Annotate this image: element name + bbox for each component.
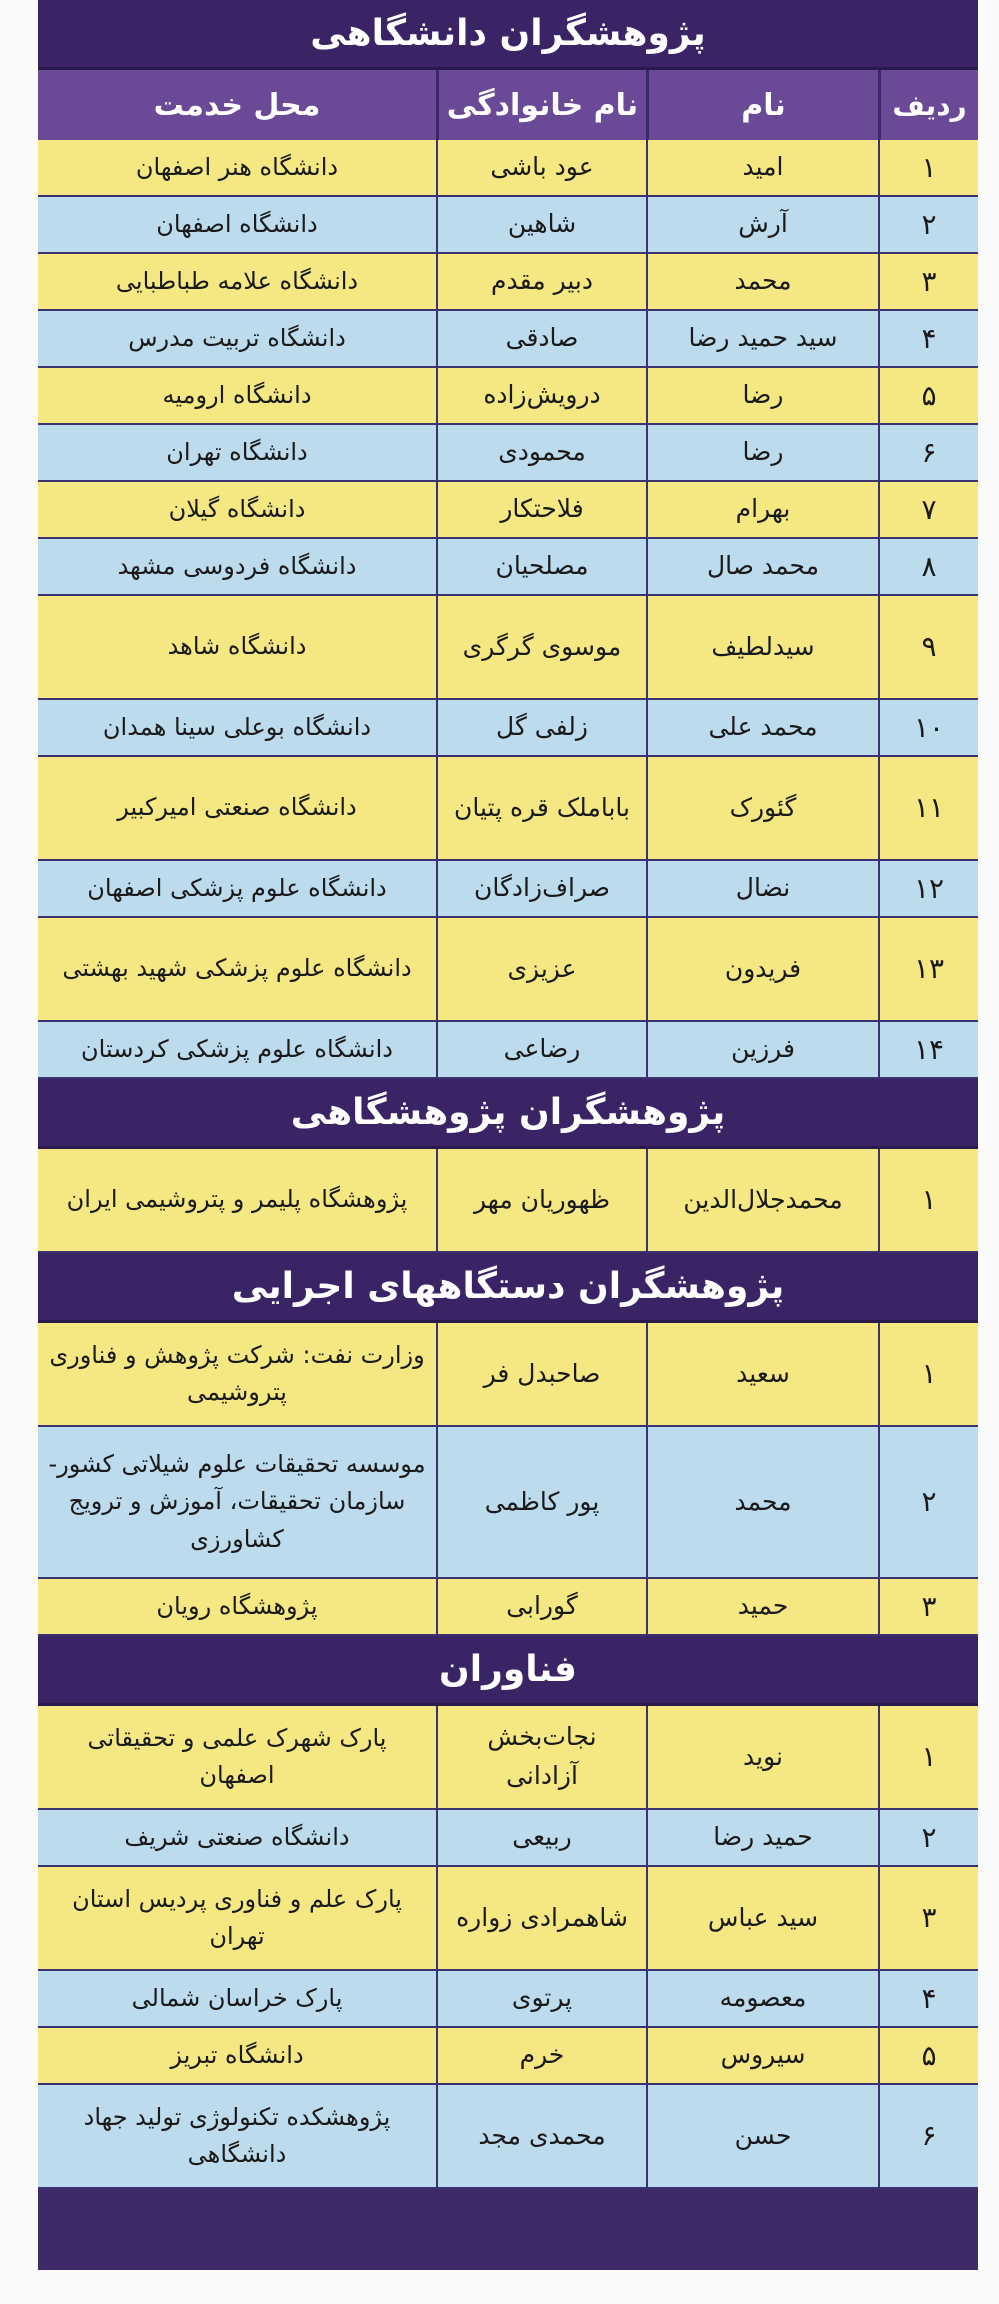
cell-name: بهرام [646,482,878,537]
section-title: پژوهشگران دستگاههای اجرایی [38,1253,978,1323]
section-title: فناوران [38,1636,978,1706]
cell-place: پارک شهرک علمی و تحقیقاتی اصفهان [87,1723,387,1789]
cell-idx: ۲ [878,1810,978,1865]
cell-name: نضال [646,861,878,916]
cell-idx: ۴ [878,311,978,366]
cell-family: رضاعی [436,1022,646,1077]
cell-family: ظهوریان مهر [436,1149,646,1251]
cell-place: دانشگاه صنعتی شریف [124,1822,350,1851]
cell-family: عزیزی [436,918,646,1020]
cell-place: دانشگاه شاهد [167,632,307,661]
cell-name: محمد علی [646,700,878,755]
cell-place: دانشگاه هنر اصفهان [135,152,339,181]
cell-place: وزارت نفت: شرکت پژوهش و فناوری پتروشیمی [49,1340,425,1406]
table-row [38,140,978,197]
cell-place: دانشگاه گیلان [168,494,306,523]
cell-idx: ۴ [878,1971,978,2026]
cell-place: دانشگاه علامه طباطبایی [115,266,359,295]
cell-place: پارک علم و فناوری پردیس استان تهران [72,1884,402,1950]
cell-name: نوید [646,1706,878,1808]
table-row [38,539,978,596]
section-title: پژوهشگران دانشگاهی [38,0,978,70]
cell-family: صاحبدل فر [436,1323,646,1425]
cell-place: دانشگاه تبریز [170,2040,304,2069]
cell-place: دانشگاه علوم پزشکی کردستان [81,1034,393,1063]
table-row [38,2028,978,2085]
table-row [38,700,978,757]
cell-idx: ۱۰ [878,700,978,755]
cell-name: محمد صال [646,539,878,594]
cell-idx: ۱ [878,1706,978,1808]
header-idx: ردیف [878,70,978,140]
researchers-table [38,0,978,2270]
cell-family: پرتوی [436,1971,646,2026]
cell-idx: ۳ [878,1867,978,1969]
cell-idx: ۶ [878,425,978,480]
cell-name: محمد [646,254,878,309]
cell-family: موسوی گرگری [436,596,646,698]
cell-place: دانشگاه فردوسی مشهد [117,551,357,580]
table-header [38,70,978,140]
cell-name: محمد [646,1427,878,1577]
cell-idx: ۲ [878,197,978,252]
cell-family: فلاحتکار [436,482,646,537]
cell-name: گئورک [646,757,878,859]
cell-idx: ۹ [878,596,978,698]
cell-place: دانشگاه صنعتی امیرکبیر [117,793,357,822]
cell-place: پژوهشگاه پلیمر و پتروشیمی ایران [66,1185,408,1214]
cell-place: دانشگاه تربیت مدرس [128,323,346,352]
header-place: محل خدمت [153,87,321,123]
cell-idx: ۱ [878,1149,978,1251]
cell-family: زلفی گل [436,700,646,755]
cell-place: دانشگاه بوعلی سینا همدان [102,712,372,741]
cell-family: شاهین [436,197,646,252]
table-row [38,1706,978,1810]
cell-place: دانشگاه اصفهان [156,209,318,238]
cell-idx: ۱۲ [878,861,978,916]
cell-idx: ۱۴ [878,1022,978,1077]
table-row [38,1579,978,1636]
cell-idx: ۵ [878,368,978,423]
cell-name: محمدجلال‌الدین [646,1149,878,1251]
cell-family: شاهمرادی زواره [436,1867,646,1969]
cell-place: موسسه تحقیقات علوم شیلاتی کشور- سازمان تحقیقات، آموزش و ترویج کشاورزی [48,1450,426,1553]
cell-family: صادقی [436,311,646,366]
cell-family: مصلحیان [436,539,646,594]
table-row [38,482,978,539]
cell-name: امید [646,140,878,195]
cell-idx: ۱۳ [878,918,978,1020]
section-rows-executive [38,1323,978,1636]
cell-idx: ۷ [878,482,978,537]
cell-idx: ۸ [878,539,978,594]
cell-name: فرزین [646,1022,878,1077]
table-row [38,918,978,1022]
cell-place: پژوهشگاه رویان [156,1591,318,1620]
table-row [38,757,978,861]
table-row [38,368,978,425]
table-row [38,1022,978,1079]
cell-family: ربیعی [436,1810,646,1865]
cell-place: دانشگاه تهران [166,437,308,466]
cell-family: محمودی [436,425,646,480]
cell-idx: ۱ [878,1323,978,1425]
cell-family: پور کاظمی [436,1427,646,1577]
cell-family: بابا‌ملک قره پتیان [436,757,646,859]
cell-idx: ۶ [878,2085,978,2187]
table-row [38,311,978,368]
cell-idx: ۱۱ [878,757,978,859]
cell-place: دانشگاه ارومیه [162,380,312,409]
cell-name: حمید [646,1579,878,1634]
section-title: پژوهشگران پژوهشگاهی [38,1079,978,1149]
cell-family: عود باشی [436,140,646,195]
section-rows-institute [38,1149,978,1253]
cell-name: رضا [646,368,878,423]
table-row [38,1971,978,2028]
cell-family: گورابی [436,1579,646,1634]
section-rows-technologists [38,1706,978,2189]
cell-family: درویش‌زاده [436,368,646,423]
cell-place: پارک خراسان شمالی [131,1983,343,2012]
cell-place: پژوهشکده تکنولوژی تولید جهاد دانشگاهی [83,2102,391,2168]
cell-place: دانشگاه علوم پزشکی شهید بهشتی [62,954,412,983]
cell-place: دانشگاه علوم پزشکی اصفهان [87,873,387,902]
table-row [38,1323,978,1427]
header-name: نام [646,70,878,140]
cell-name: حمید رضا [646,1810,878,1865]
cell-name: سید حمید رضا [646,311,878,366]
cell-idx: ۵ [878,2028,978,2083]
cell-name: فریدون [646,918,878,1020]
table-row [38,596,978,700]
cell-family: خرم [436,2028,646,2083]
header-family: نام خانوادگی [436,70,646,140]
cell-family: محمدی مجد [436,2085,646,2187]
cell-family: دبیر مقدم [436,254,646,309]
cell-name: حسن [646,2085,878,2187]
cell-family: صراف‌زادگان [436,861,646,916]
table-row [38,1427,978,1579]
cell-idx: ۱ [878,140,978,195]
cell-name: معصومه [646,1971,878,2026]
table-row [38,1867,978,1971]
table-row [38,1149,978,1253]
table-row [38,1810,978,1867]
table-row [38,2085,978,2189]
cell-idx: ۲ [878,1427,978,1577]
table-row [38,861,978,918]
cell-name: سید عباس [646,1867,878,1969]
cell-name: سعید [646,1323,878,1425]
cell-name: آرش [646,197,878,252]
table-row [38,197,978,254]
cell-idx: ۳ [878,254,978,309]
cell-family: نجات‌بخش آزادانی [436,1706,646,1808]
table-row [38,425,978,482]
section-rows-academic [38,140,978,1079]
table-row [38,254,978,311]
cell-idx: ۳ [878,1579,978,1634]
cell-name: سیروس [646,2028,878,2083]
cell-name: رضا [646,425,878,480]
cell-name: سیدلطیف [646,596,878,698]
